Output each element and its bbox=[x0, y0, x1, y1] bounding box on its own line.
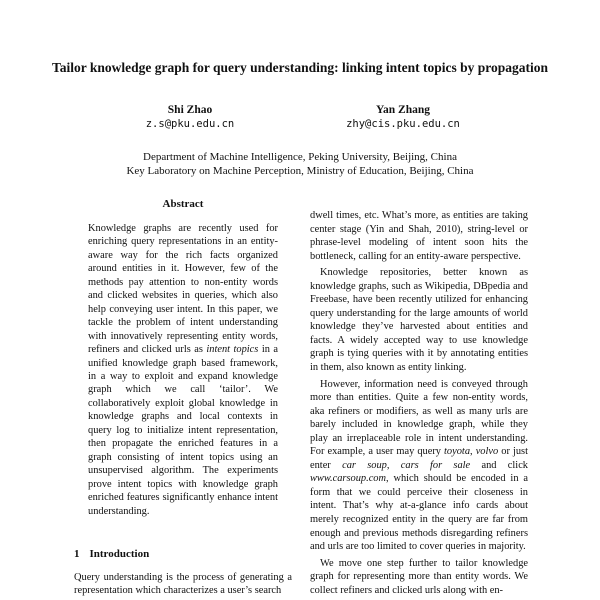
text-run: , bbox=[470, 446, 476, 458]
abstract-emphasis: intent topics bbox=[206, 344, 259, 356]
body-paragraph: We move one step further to tailor knowledge graph for representing more than entity words. We collect refiners and clicked urls along with en- bbox=[310, 557, 528, 596]
text-run: However, information need is conveyed through more than entities. Quite a few non-entity words, aka refiners or modifiers, as well as many urls are barely included in knowledge graph, while they play an irreplaceable role in intent understanding. For example, a user may query bbox=[310, 378, 528, 458]
author-1 bbox=[90, 103, 290, 131]
affiliation-line: Key Laboratory on Machine Perception, Ministry of Education, Beijing, China bbox=[126, 165, 474, 177]
text-run: or just enter bbox=[310, 446, 528, 471]
abstract-heading: Abstract bbox=[162, 198, 204, 210]
example-query: cars for sale bbox=[400, 459, 471, 471]
body-paragraph: Knowledge repositories, better known as knowledge graphs, such as Wikipedia, DBpedia and Freebase, have been recently utilized for enhancing query understanding for the large amounts of world knowledge they’ve harvested about entities and facts. A widely accepted way to use knowledge graph is tying queries with it by annotating entities in them, also known as entity linking. bbox=[310, 267, 528, 374]
author-name: Shi Zhao bbox=[167, 104, 213, 116]
abstract-part: in a unified knowledge graph based framework, in a way to exploit and expand knowledge graph which we call ‘tailor’. We collaboratively exploit global knowledge in knowledge graphs and local contexts in query log to initialize intent representation, then propagate the enriched features in a graph consisting of intent topics using an unsupervised algorithm. The experiments prove intent topics with knowledge graph enriched features significantly enhance intent understanding. bbox=[88, 344, 278, 517]
example-query: volvo bbox=[475, 446, 499, 458]
example-url: www.carsoup.com bbox=[310, 473, 387, 485]
author-email: z.s@pku.edu.cn bbox=[145, 118, 235, 130]
abstract-text bbox=[88, 222, 278, 518]
paper-title: Tailor knowledge graph for query understanding: linking intent topics by propagation bbox=[51, 60, 549, 75]
example-query: car soup bbox=[342, 459, 387, 471]
author-2 bbox=[303, 103, 503, 131]
abstract-part: Knowledge graphs are recently used for enriching query representations in an entity-aware way for the rich facts organized around entities in it. However, few of the methods pay attention to non-entity words and clicked websites in queries, which also help conveying user intent. In this paper, we tackle the problem of intent understanding with innovatively representing entity words, refiners and clicked urls as bbox=[88, 223, 278, 356]
right-column bbox=[310, 209, 528, 600]
text-run: , which should be encoded in a form that we could perceive their closeness in intent. That’s why at-a-glance info cards about merely recognized entity in the query are far from enough and previous methods disregarding refiners and urls are too limited to cover queries in majority. bbox=[310, 473, 528, 553]
example-query: toyota bbox=[444, 446, 471, 458]
body-paragraph: dwell times, etc. What’s more, as entities are taking center stage (Yin and Shah, 2010), string-level or phrase-level modeling of intent soon hits the bottleneck, calling for an entity-aware perspective. bbox=[310, 210, 528, 262]
text-run: and click bbox=[470, 459, 529, 471]
section-heading-introduction bbox=[74, 548, 149, 560]
body-paragraph bbox=[310, 378, 528, 554]
author-email: zhy@cis.pku.edu.cn bbox=[346, 118, 460, 130]
affiliations bbox=[40, 150, 560, 178]
text-run: , bbox=[386, 459, 401, 471]
section-title: Introduction bbox=[89, 548, 150, 560]
intro-paragraph: Query understanding is the process of generating a representation which characterizes a user’s search bbox=[74, 572, 292, 597]
author-name: Yan Zhang bbox=[375, 104, 430, 116]
affiliation-line: Department of Machine Intelligence, Peking University, Beijing, China bbox=[143, 151, 457, 163]
section-number: 1 bbox=[74, 548, 80, 560]
